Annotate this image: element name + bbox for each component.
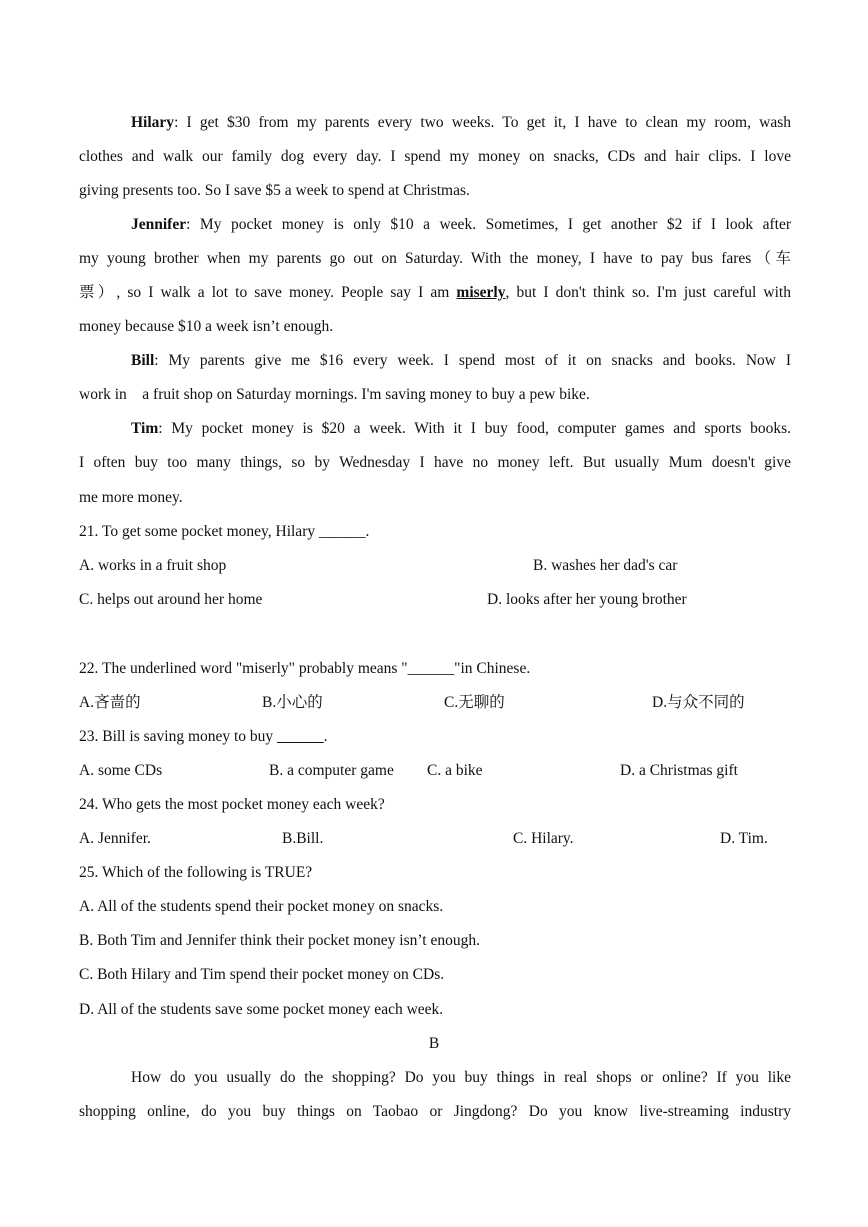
hilary-line-1: Hilary: I get $30 from my parents every two weeks. To get it, I have to clean my room, wash (131, 114, 791, 131)
question-24-option-c: C. Hilary. (513, 830, 574, 847)
question-22-option-c: C.无聊的 (444, 694, 505, 711)
question-23-stem: 23. Bill is saving money to buy ______. (79, 728, 328, 745)
hilary-line-3: giving presents too. So I save $5 a week to spend at Christmas. (79, 182, 470, 199)
question-23-option-c: C. a bike (427, 762, 483, 779)
answer-blank: ______ (277, 728, 324, 745)
hilary-line-2: clothes and walk our family dog every day. I spend my money on snacks, CDs and hair clips. I love (79, 148, 791, 165)
tim-line-3: me more money. (79, 489, 183, 506)
question-22-option-b: B.小心的 (262, 694, 323, 711)
speaker-jennifer: Jennifer (131, 216, 187, 233)
question-25-stem: 25. Which of the following is TRUE? (79, 864, 313, 881)
question-25-option-a: A. All of the students spend their pocket money on snacks. (79, 898, 444, 915)
question-21-option-b: B. washes her dad's car (533, 557, 678, 574)
question-24-option-d: D. Tim. (720, 830, 768, 847)
question-24-option-a: A. Jennifer. (79, 830, 151, 847)
question-21-option-c: C. helps out around her home (79, 591, 263, 608)
jennifer-line-1: Jennifer: My pocket money is only $10 a week. Sometimes, I get another $2 if I look after (131, 216, 791, 233)
question-22-option-d: D.与众不同的 (652, 694, 745, 711)
question-23-option-a: A. some CDs (79, 762, 163, 779)
speaker-bill: Bill (131, 352, 155, 369)
question-21-stem: 21. To get some pocket money, Hilary ______. (79, 523, 370, 540)
section-b-line-2: shopping online, do you buy things on Taobao or Jingdong? Do you know live-streaming industry (79, 1103, 791, 1120)
jennifer-line-2: my young brother when my parents go out on Saturday. With the money, I have to pay bus fares（车 (79, 250, 791, 267)
question-23-option-d: D. a Christmas gift (620, 762, 738, 779)
question-21-option-a: A. works in a fruit shop (79, 557, 227, 574)
jennifer-line-4: money because $10 a week isn’t enough. (79, 318, 334, 335)
tim-line-1: Tim: My pocket money is $20 a week. With it I buy food, computer games and sports books. (131, 420, 791, 437)
bill-line-1: Bill: My parents give me $16 every week. I spend most of it on snacks and books. Now I (131, 352, 791, 369)
question-25-option-c: C. Both Hilary and Tim spend their pocket money on CDs. (79, 966, 445, 983)
speaker-hilary: Hilary (131, 114, 175, 131)
question-24-option-b: B.Bill. (282, 830, 324, 847)
section-b-heading: B (428, 1035, 440, 1052)
question-24-stem: 24. Who gets the most pocket money each week? (79, 796, 385, 813)
question-21-option-d: D. looks after her young brother (487, 591, 687, 608)
underlined-word-miserly: miserly (456, 284, 506, 301)
question-25-option-d: D. All of the students save some pocket money each week. (79, 1001, 444, 1018)
section-b-line-1: How do you usually do the shopping? Do you buy things in real shops or online? If you like (131, 1069, 791, 1086)
question-23-option-b: B. a computer game (269, 762, 394, 779)
question-22-option-a: A.吝啬的 (79, 694, 141, 711)
question-22-stem: 22. The underlined word "miserly" probably means "______"in Chinese. (79, 660, 531, 677)
jennifer-line-3: 票）, so I walk a lot to save money. People say I am miserly, but I don't think so. I'm just careful with (79, 284, 791, 301)
speaker-tim: Tim (131, 420, 159, 437)
question-25-option-b: B. Both Tim and Jennifer think their pocket money isn’t enough. (79, 932, 480, 949)
bill-line-2: work in a fruit shop on Saturday mornings. I'm saving money to buy a pew bike. (79, 386, 590, 403)
tim-line-2: I often buy too many things, so by Wednesday I have no money left. But usually Mum doesn't give (79, 454, 791, 471)
